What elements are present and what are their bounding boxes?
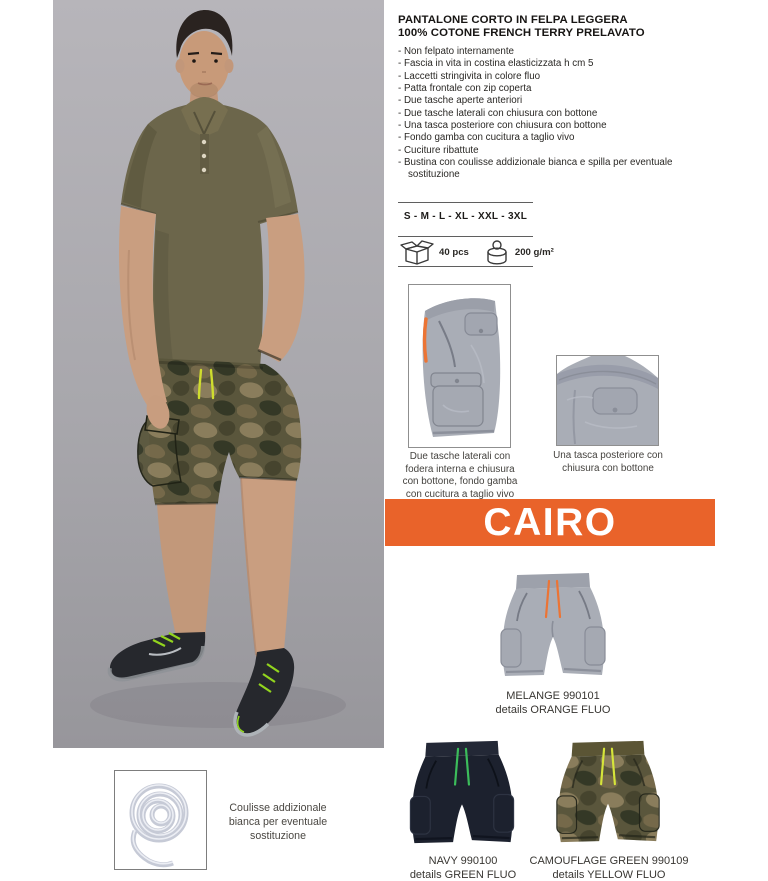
feature-item: - Due tasche laterali con chiusura con bottone [398, 107, 598, 119]
caption-line: Due tasche laterali con [409, 451, 511, 462]
side-view-shorts-illustration [409, 285, 510, 447]
caption-line: fodera interna e chiusura [405, 463, 515, 475]
detail-caption-side-pockets [392, 451, 528, 501]
pack-quantity: 40 pcs [439, 246, 469, 258]
feature-item: - Fondo gamba con cucitura a taglio vivo [398, 132, 575, 144]
divider [398, 266, 533, 267]
model-photo-illustration [53, 0, 384, 748]
product-title-line2: 100% COTONE FRENCH TERRY PRELAVATO [398, 27, 645, 40]
coulisse-note [222, 801, 334, 843]
navy-shorts-illustration [404, 731, 520, 852]
coulisse-photo [114, 770, 207, 870]
feature-item: - Non felpato internamente [398, 46, 514, 57]
feature-item: - Patta frontale con zip coperta [398, 83, 532, 95]
product-title-line1: PANTALONE CORTO IN FELPA LEGGERA [398, 14, 628, 26]
variant-detail: details GREEN FLUO [409, 868, 517, 881]
feature-list [398, 46, 710, 182]
detail-photo-side-pockets [408, 284, 511, 448]
packaging-row [400, 238, 570, 266]
variant-name: MELANGE 990101 [506, 690, 600, 702]
variant-photo-camouflage [551, 731, 665, 851]
variant-photo-navy [404, 731, 520, 852]
caption-line: Una tasca posteriore con [553, 450, 663, 461]
feature-item: - Bustina con coulisse addizionale bianca e spilla per eventuale sostituzione [398, 157, 673, 181]
note-line: sostituzione [250, 830, 306, 842]
variant-photo-melange [497, 563, 609, 685]
product-title [398, 14, 738, 40]
camouflage-shorts-illustration [551, 731, 665, 851]
caption-line: chiusura con bottone [562, 462, 654, 474]
feature-item: - Cuciture ribattute [398, 144, 479, 156]
note-line: bianca per eventuale [228, 816, 328, 828]
drawstring-coil-illustration [115, 771, 206, 869]
variant-caption-camouflage [528, 855, 690, 881]
variant-detail: details YELLOW FLUO [552, 868, 666, 881]
detail-photo-back-pocket [556, 355, 659, 446]
divider [398, 202, 533, 203]
model-photo [53, 0, 384, 748]
box-icon [400, 240, 434, 265]
note-line: Coulisse addizionale [229, 802, 327, 814]
feature-item: - Laccetti stringivita in colore fluo [398, 70, 541, 82]
detail-caption-back-pocket [538, 450, 678, 475]
caption-line: con bottone, fondo gamba [402, 476, 518, 487]
variant-detail: details ORANGE FLUO [495, 703, 611, 716]
product-name: CAIRO [483, 501, 617, 544]
fabric-weight: 200 g/m² [514, 246, 554, 258]
melange-shorts-illustration [497, 563, 609, 685]
fabric-weight-icon [484, 239, 510, 265]
feature-item: - Fascia in vita in costina elasticizzata h cm 5 [398, 58, 594, 70]
divider [398, 236, 533, 237]
variant-name: CAMOUFLAGE GREEN 990109 [529, 855, 689, 867]
variant-name: NAVY 990100 [428, 855, 498, 867]
feature-item: - Due tasche aperte anteriori [398, 95, 523, 107]
caption-line: con cucitura a taglio vivo [405, 488, 515, 500]
back-pocket-illustration [557, 356, 658, 445]
variant-caption-navy [388, 855, 538, 881]
product-name-banner [385, 499, 715, 546]
size-range: S - M - L - XL - XXL - 3XL [403, 211, 528, 222]
feature-item: - Una tasca posteriore con chiusura con bottone [398, 120, 607, 132]
variant-caption-melange [473, 690, 633, 717]
